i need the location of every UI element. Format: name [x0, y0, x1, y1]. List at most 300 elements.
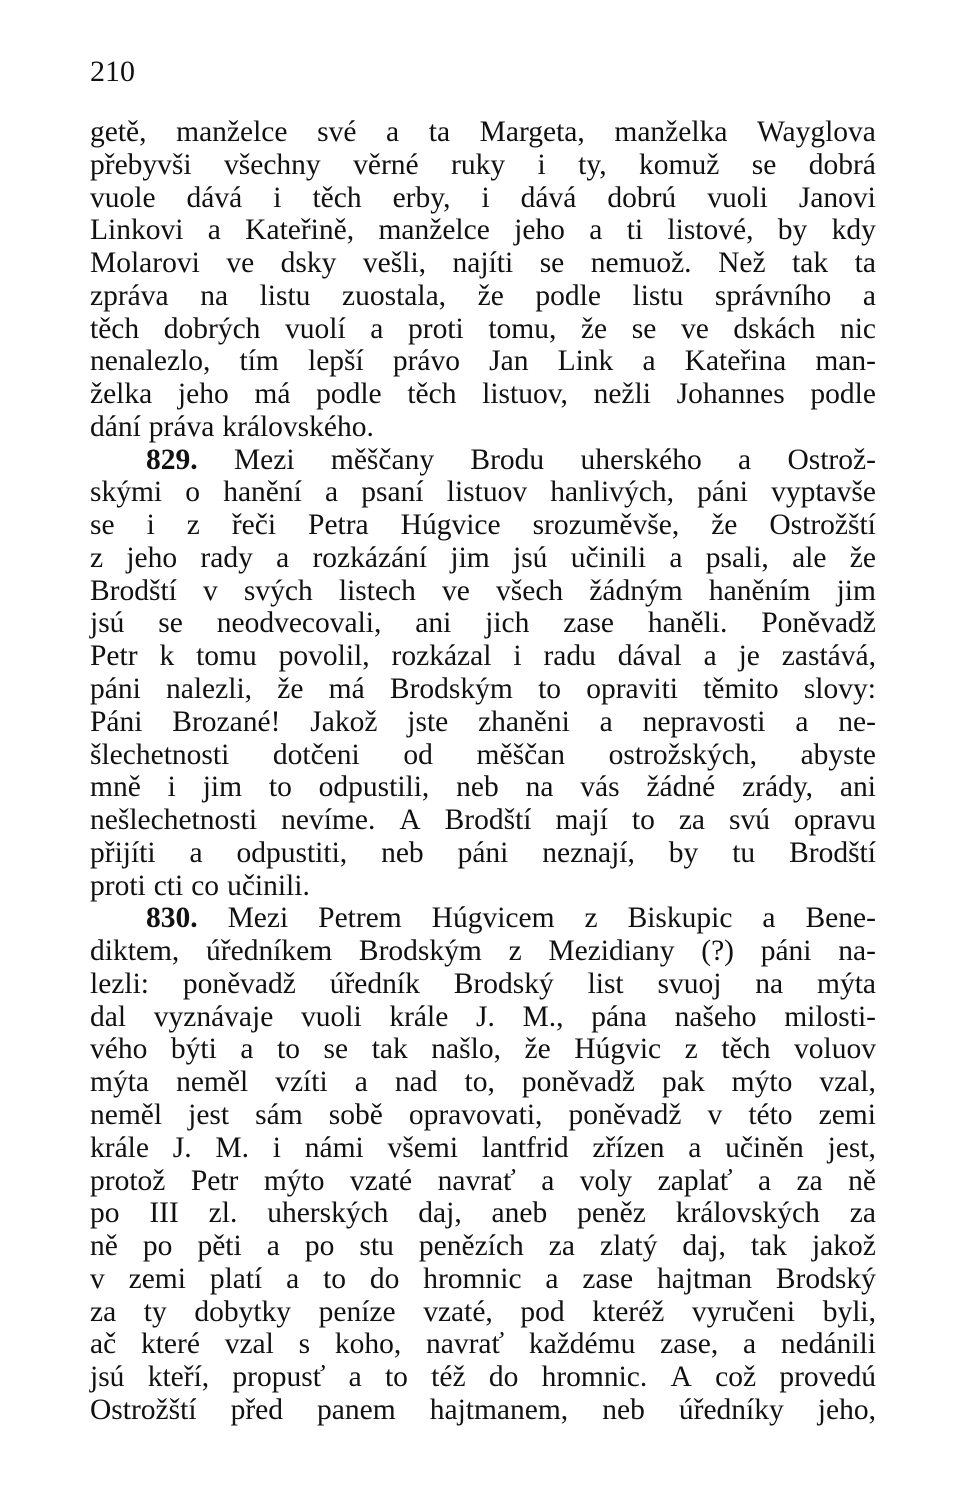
word: řeči [231, 509, 277, 542]
word: to [323, 1262, 347, 1295]
text-line [90, 345, 876, 378]
word: učinili [570, 541, 647, 574]
word: a [862, 279, 876, 312]
word: Brozané! [172, 705, 281, 738]
word: nemuož. [590, 247, 692, 280]
word: ve [226, 247, 255, 280]
word: haněním [708, 574, 811, 607]
word: za [678, 804, 706, 837]
word: též [431, 1361, 466, 1394]
word: do [369, 1262, 400, 1295]
word: našeho [674, 1000, 757, 1033]
word: těch [312, 181, 362, 214]
word: ostrožských, [608, 738, 757, 771]
word: rady [200, 541, 253, 574]
text-line [90, 411, 876, 444]
word: nalezli, [166, 673, 253, 706]
word: želka [90, 378, 153, 411]
word: panem [317, 1393, 396, 1426]
word: a [541, 1164, 555, 1197]
word: skými [90, 476, 163, 509]
text-line [90, 804, 876, 837]
word: nepravosti [642, 705, 766, 738]
word: tomu [196, 640, 257, 673]
word: Petr [90, 640, 138, 673]
word: dobytky [194, 1295, 292, 1328]
word: zpráva [90, 279, 169, 312]
word: proti [408, 312, 464, 345]
word: Link [557, 345, 614, 378]
word: dobrých [163, 312, 261, 345]
text-line [90, 1099, 876, 1132]
word: Kateřině, [245, 214, 355, 247]
word: mýto [731, 1066, 793, 1099]
word: vás [580, 771, 620, 804]
word: a [545, 1262, 559, 1295]
text-line [90, 1263, 876, 1296]
word: nad [394, 1066, 438, 1099]
word: zase [563, 607, 615, 640]
word: Jakož [310, 705, 378, 738]
word: kteréž [592, 1295, 665, 1328]
word: tomu, [488, 312, 557, 345]
word: J. [476, 1000, 495, 1033]
word: a [642, 345, 656, 378]
word: vého [90, 1033, 148, 1066]
text-line [90, 1328, 876, 1361]
word: Mezi [233, 443, 295, 476]
word: hajtmanem, [429, 1393, 569, 1426]
word: Než [718, 247, 766, 280]
word: jeho [126, 541, 178, 574]
word: se [323, 1033, 349, 1066]
text-line [90, 476, 876, 509]
word: to [538, 673, 562, 706]
word: tak [792, 247, 829, 280]
text-line [90, 935, 876, 968]
word: erby, [392, 181, 451, 214]
text-line [90, 509, 876, 542]
word: Húgvice [400, 509, 501, 542]
word: peněz [577, 1197, 646, 1230]
word: Brodští [90, 574, 177, 607]
word: královského. [222, 410, 374, 443]
word: šlechetnosti [90, 738, 230, 771]
word: jest [188, 1098, 230, 1131]
word: ač [90, 1328, 117, 1361]
word: těch [407, 378, 457, 411]
word: Biskupic [627, 902, 733, 935]
word: Bene- [805, 902, 876, 935]
text-line [90, 575, 876, 608]
word: odpustili, [318, 771, 430, 804]
word: že [524, 1033, 551, 1066]
word: i [481, 181, 490, 214]
word: ale [792, 541, 827, 574]
word: přebyvši [90, 148, 192, 181]
word: III [149, 1197, 179, 1230]
word: komuž [639, 148, 720, 181]
word: neodvecovali, [216, 607, 382, 640]
text-line [90, 1001, 876, 1034]
word: A [670, 1361, 692, 1394]
word: manželka [614, 116, 728, 148]
word: z [186, 509, 200, 542]
word: úředníkem [206, 935, 333, 968]
word: Kateřina [684, 345, 787, 378]
text-line [90, 1296, 876, 1329]
word: své [317, 116, 357, 148]
word: páni [457, 836, 509, 869]
word: opravovati, [408, 1098, 543, 1131]
word: zrády, [742, 771, 814, 804]
word: a [743, 1328, 757, 1361]
word: učinili. [227, 869, 310, 902]
word: zemi [818, 1098, 876, 1131]
word: svuoj [657, 967, 722, 1000]
word: a [286, 1262, 300, 1295]
word: před [230, 1393, 283, 1426]
word: i [513, 640, 522, 673]
word: co [191, 869, 220, 902]
word: věrné [353, 148, 419, 181]
word: jste [407, 705, 449, 738]
word: ty, [578, 148, 607, 181]
word: a [276, 541, 290, 574]
word: dskách [733, 312, 816, 345]
word: daj, [682, 1230, 726, 1263]
word: voly [579, 1164, 633, 1197]
word: zřízen [592, 1131, 665, 1164]
word: M. [215, 1131, 249, 1164]
word: ta [854, 247, 876, 280]
word: býti [170, 1033, 217, 1066]
word: nevíme. [281, 804, 376, 837]
word: páni [760, 935, 812, 968]
word: hajtman [656, 1262, 753, 1295]
text-line [90, 870, 876, 903]
word: právo [392, 345, 461, 378]
word: zase, [660, 1328, 719, 1361]
word: nenalezlo, [90, 345, 211, 378]
page-number: 210 [90, 55, 135, 88]
word: jest, [827, 1131, 876, 1164]
word: haněli. [647, 607, 728, 640]
word: páni [697, 476, 748, 509]
word: svých [243, 574, 313, 607]
text-line [90, 1066, 876, 1099]
word: i [537, 148, 546, 181]
word: přijíti [90, 836, 156, 869]
word: po [304, 1230, 335, 1263]
word: z [508, 935, 522, 968]
word: Petra [308, 509, 369, 542]
word: voluov [794, 1033, 876, 1066]
word: peníze [318, 1295, 396, 1328]
word: Brodským [389, 673, 513, 706]
word: vzaté, [423, 1295, 493, 1328]
word: listuov, [482, 378, 568, 411]
word: penězích [418, 1230, 524, 1263]
word: diktem, [90, 935, 180, 968]
text-line [90, 1230, 876, 1263]
word: pána [591, 1000, 647, 1033]
word: listu [632, 279, 684, 312]
word: že [711, 509, 738, 542]
word: na [200, 279, 229, 312]
text-line [90, 1361, 876, 1394]
word: opravu [793, 804, 876, 837]
word: povolil, [278, 640, 370, 673]
word: nic [839, 312, 876, 345]
word: milosti- [784, 1000, 876, 1033]
word: po [142, 1230, 173, 1263]
word: Brodští [789, 836, 876, 869]
word: těmito [703, 673, 779, 706]
word: Brodský [453, 967, 554, 1000]
word: vešli, [362, 247, 427, 280]
word: na- [838, 935, 876, 968]
word: krále [90, 1131, 149, 1164]
word: ve [442, 574, 470, 607]
word: svú [729, 804, 770, 837]
word: listu [259, 279, 311, 312]
word: Húgvic [574, 1033, 662, 1066]
word: lantfrid [481, 1131, 569, 1164]
text-line [90, 1394, 876, 1427]
word: rozkázal [391, 640, 492, 673]
word: poněvadž [182, 967, 296, 1000]
word: to [277, 1033, 300, 1066]
word: aneb [491, 1197, 548, 1230]
text-line [90, 182, 876, 215]
word: ve [680, 312, 709, 345]
text-line [90, 1197, 876, 1230]
word: Páni [90, 705, 143, 738]
word: se [631, 312, 657, 345]
word: rozkázání [312, 541, 428, 574]
word: nedánili [780, 1328, 876, 1361]
word: propusť [232, 1361, 326, 1394]
word: Johannes [676, 378, 785, 411]
word: má [328, 673, 365, 706]
word: a [386, 116, 400, 148]
text-line [90, 149, 876, 182]
text-line [90, 1165, 876, 1198]
word: i [146, 509, 155, 542]
word: abyste [800, 738, 876, 771]
word: které [140, 1328, 200, 1361]
word: v [707, 1098, 723, 1131]
word: neměl [176, 1066, 249, 1099]
word: zlatý [600, 1230, 658, 1263]
word: a [370, 312, 384, 345]
word: ne- [838, 705, 876, 738]
word: z [90, 541, 104, 574]
word: Brodu [470, 443, 545, 476]
word: radu [543, 640, 596, 673]
word: za [548, 1230, 575, 1263]
word: zemi [128, 1262, 186, 1295]
word: tím [239, 345, 279, 378]
word: a [757, 1164, 772, 1197]
word: lepší [308, 345, 364, 378]
word: kdy [831, 214, 876, 247]
word: najíti [452, 247, 514, 280]
text-line [90, 968, 876, 1001]
word: A [399, 804, 421, 837]
text-line [90, 1132, 876, 1165]
word: zase [582, 1262, 634, 1295]
word: Brodští [444, 804, 532, 837]
word: a [795, 705, 809, 738]
word: ti [626, 214, 644, 247]
word: všemi [387, 1131, 459, 1164]
word: Ostrožští [769, 509, 876, 542]
word: vyptavše [771, 476, 876, 509]
word: Jan [489, 345, 529, 378]
word: manželce [176, 116, 288, 148]
body-text [90, 116, 876, 1427]
word: každému [528, 1328, 636, 1361]
word: manželce [378, 214, 490, 247]
word: dal [90, 1000, 127, 1033]
word: ně [848, 1164, 876, 1197]
word: mně [90, 771, 141, 804]
word: Wayglova [757, 116, 876, 148]
text-line [90, 640, 876, 673]
word: man- [815, 345, 876, 378]
word: a [762, 902, 776, 935]
word: to [384, 1361, 408, 1394]
word: na [525, 771, 554, 804]
word: zhaněni [478, 705, 570, 738]
word: dával [617, 640, 682, 673]
word: ani [415, 607, 452, 640]
word: lezli: [90, 967, 149, 1000]
word: měščany [330, 443, 435, 476]
text-line [90, 706, 876, 739]
word: ně [90, 1230, 118, 1263]
text-line [90, 444, 876, 477]
word: mýto [263, 1164, 325, 1197]
word: námi [304, 1131, 364, 1164]
word: tak [750, 1230, 787, 1263]
text-line [90, 607, 876, 640]
word: uherských [267, 1197, 389, 1230]
text-line [90, 771, 876, 804]
word: psali, [705, 541, 769, 574]
word: což [715, 1361, 757, 1394]
word: Mezi [227, 902, 289, 935]
text-line [90, 837, 876, 870]
word: do [488, 1361, 519, 1394]
word: že [849, 541, 876, 574]
word: a [354, 1066, 368, 1099]
word: se [90, 509, 115, 542]
word: krále [389, 1000, 449, 1033]
text-line [90, 739, 876, 772]
word: navrať [437, 1164, 516, 1197]
word: Janovi [798, 181, 876, 214]
word: a [348, 1361, 362, 1394]
word: královských [675, 1197, 820, 1230]
word: slovy: [803, 673, 876, 706]
word: jakož [811, 1230, 876, 1263]
section-number: 829. [146, 443, 198, 476]
word: Margeta, [479, 116, 585, 148]
text-line [90, 313, 876, 346]
word: daj, [418, 1197, 462, 1230]
word: vuoli [707, 181, 768, 214]
word: getě, [90, 116, 147, 148]
word: vuole [90, 181, 156, 214]
word: práva [148, 410, 215, 443]
word: vuolí [285, 312, 346, 345]
word: podle [316, 378, 382, 411]
word: podle [810, 378, 876, 411]
word: nešlechetnosti [90, 804, 258, 837]
word: úředníky [678, 1393, 784, 1426]
word: i [272, 1131, 281, 1164]
word: Mezidiany [548, 935, 675, 968]
text-line [90, 673, 876, 706]
word: navrať [425, 1328, 505, 1361]
word: na [755, 967, 784, 1000]
word: dobrú [607, 181, 677, 214]
word: žádné [646, 771, 716, 804]
text-line [90, 247, 876, 280]
word: dává [520, 181, 577, 214]
word: zaplať [657, 1164, 733, 1197]
word: neznají, [542, 836, 635, 869]
text-line [90, 542, 876, 575]
word: za [90, 1295, 117, 1328]
word: nežli [593, 378, 651, 411]
word: z [584, 902, 598, 935]
text-line [90, 280, 876, 313]
word: i [273, 181, 282, 214]
word: kteří, [147, 1361, 210, 1394]
word: Ostrožští [90, 1393, 197, 1426]
word: Petrem [318, 902, 402, 935]
word: Brodským [358, 935, 482, 968]
word: J. [172, 1131, 192, 1164]
word: list [587, 967, 624, 1000]
word: Poněvadž [761, 607, 876, 640]
word: od [403, 738, 433, 771]
word: stu [359, 1230, 394, 1263]
word: tak [371, 1033, 408, 1066]
word: zuostala, [342, 279, 447, 312]
word: Ostrož- [787, 443, 876, 476]
word: poněvadž [521, 1066, 635, 1099]
word: všechny [224, 148, 321, 181]
word: se [539, 247, 565, 280]
word: těch [90, 312, 140, 345]
word: za [796, 1164, 823, 1197]
word: hanlivých, [550, 476, 674, 509]
word: i [167, 771, 176, 804]
word: provedú [779, 1361, 876, 1394]
section-number: 830. [146, 902, 198, 935]
word: hromnic. [541, 1361, 648, 1394]
word: pak [662, 1066, 705, 1099]
text-line [90, 116, 876, 149]
word: pěti [197, 1230, 242, 1263]
word: úředník [329, 967, 420, 1000]
word: jsú [90, 607, 125, 640]
